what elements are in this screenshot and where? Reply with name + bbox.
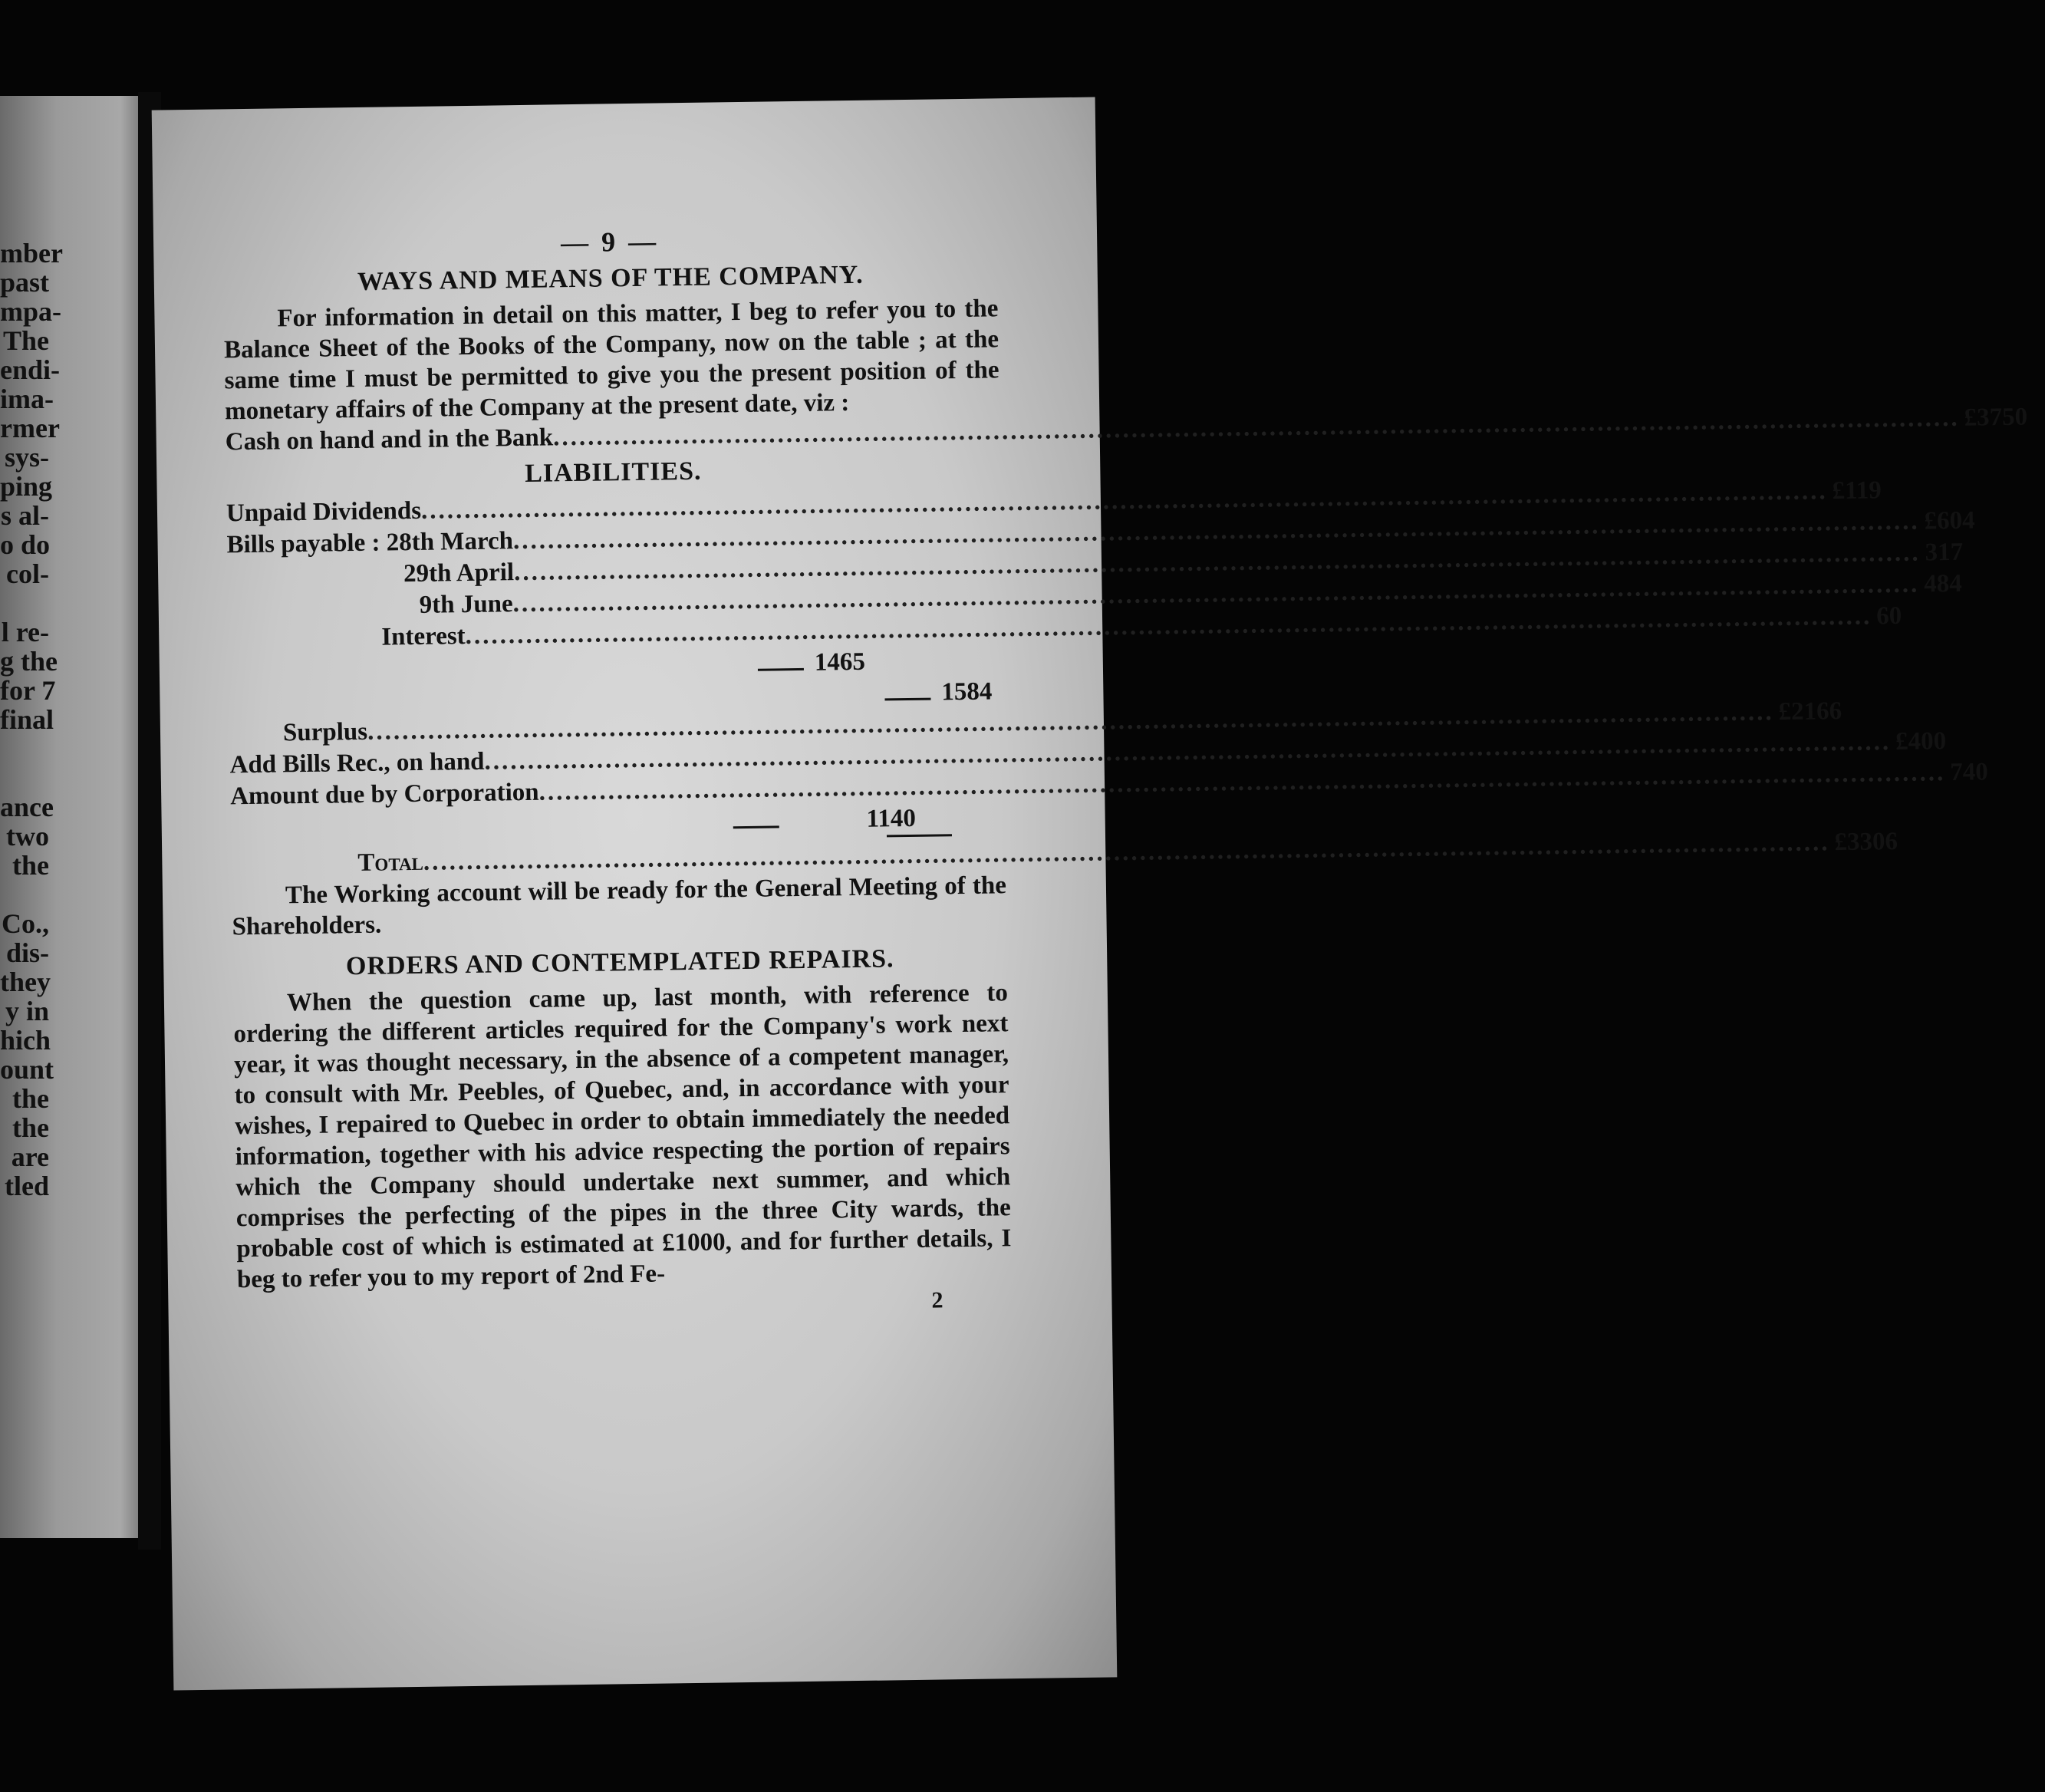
paragraph-information: For information in detail on this matter, I beg to refer you to the Balance Sheet of the Books of the Company, now on the table ; at the same time I must be permitted to give you the present position of the monetary affairs of the Company at the present date, viz : <box>223 295 999 426</box>
facing-page-line: they <box>0 967 51 997</box>
facing-page-line: y in <box>5 996 49 1026</box>
facing-page-line: tled <box>5 1171 49 1201</box>
page-text <box>222 221 2028 1326</box>
bills-amount: 317 <box>1925 538 1964 567</box>
facing-page-line: the <box>12 850 49 881</box>
sum-rule <box>758 668 804 671</box>
paragraph-working-account: The Working account will be ready for the General Meeting of the Shareholders. <box>232 871 1007 941</box>
liabilities-heading: LIABILITIES. <box>524 456 702 488</box>
bills-label: 9th June <box>419 590 513 619</box>
facing-page-line: ima- <box>0 384 54 414</box>
bills-amount: 484 <box>1923 569 1962 598</box>
interest-amount: 60 <box>1875 601 1902 631</box>
corporation-label: Amount due by Corporation <box>229 778 539 811</box>
section-heading-orders: ORDERS AND CONTEMPLATED REPAIRS. <box>345 944 894 981</box>
facing-page-line: g the <box>0 646 58 677</box>
facing-page-line: the <box>12 1083 49 1114</box>
facing-page-line: rmer <box>0 413 60 443</box>
facing-page-line: l re- <box>1 617 49 647</box>
facing-page-line: dis- <box>5 937 49 968</box>
signature-mark: 2 <box>931 1287 943 1313</box>
add-bills-amount: £400 <box>1895 727 1947 756</box>
cash-label: Cash on hand and in the Bank <box>225 423 554 456</box>
interest-label: Interest <box>381 622 466 651</box>
facing-page-fragment <box>0 96 142 1538</box>
facing-page-line: mpa- <box>0 296 61 327</box>
document-page <box>152 97 2028 1691</box>
cash-amount: £3750 <box>1964 403 2028 432</box>
unpaid-dividends-amount: £119 <box>1832 476 1882 506</box>
facing-page-line: Co., <box>2 908 49 939</box>
subtotal-amount-2: 1584 <box>941 677 993 707</box>
add-bills-label: Add Bills Rec., on hand <box>229 747 485 779</box>
facing-page-line: ance <box>0 792 54 822</box>
facing-page-line: the <box>12 1112 49 1143</box>
facing-page-line: o do <box>0 529 51 560</box>
subtotal-amount-1: 1465 <box>814 647 866 677</box>
subtotal-amount-3: 1140 <box>866 804 917 833</box>
total-amount: £3306 <box>1834 828 1898 857</box>
facing-page-line: sys- <box>4 442 49 473</box>
corporation-amount: 740 <box>1949 758 1988 787</box>
facing-page-line: ping <box>0 471 53 502</box>
bills-label: 29th April <box>403 558 515 588</box>
surplus-amount: £2166 <box>1778 697 1842 726</box>
facing-page-line: The <box>2 325 49 356</box>
paragraph-orders: When the question came up, last month, with reference to ordering the different articles required for the Company's work next year, it was thought necessary, in the absence of a competent manager, to consult with Mr. Peebles, of Quebec, and, in accordance with your wishes, I repaired to Quebec in order to obtain immediately the needed information, together with his advice respecting the portion of repairs which the Company should undertake next summer, and which comprises the perfecting of the pipes in the three City wards, the probable cost of which is estimated at £1000, and for further details, I beg to refer you to my report of 2nd Fe- <box>233 979 1012 1294</box>
unpaid-dividends-label: Unpaid Dividends <box>226 496 422 528</box>
page-number: — 9 — <box>560 226 660 259</box>
facing-page-line: mber <box>0 238 63 268</box>
facing-page-line: ount <box>0 1054 54 1085</box>
sum-rule <box>884 698 930 701</box>
sum-rule <box>733 825 779 828</box>
facing-page-line: for 7 <box>0 675 56 706</box>
facing-page-line: col- <box>6 558 49 589</box>
facing-page-line: are <box>11 1141 49 1172</box>
section-heading-ways-and-means: WAYS AND MEANS OF THE COMPANY. <box>357 260 864 296</box>
facing-page-line: final <box>0 704 54 735</box>
facing-page-line: s al- <box>1 500 49 531</box>
facing-page-line: hich <box>0 1025 51 1056</box>
total-label: Total <box>357 848 424 878</box>
facing-page-line: past <box>0 267 50 298</box>
facing-page-line: two <box>6 821 49 852</box>
bills-amount: £604 <box>1924 506 1975 535</box>
bills-label: Bills payable : 28th March <box>226 527 514 559</box>
surplus-label: Surplus <box>282 717 368 747</box>
facing-page-line: endi- <box>0 354 61 385</box>
